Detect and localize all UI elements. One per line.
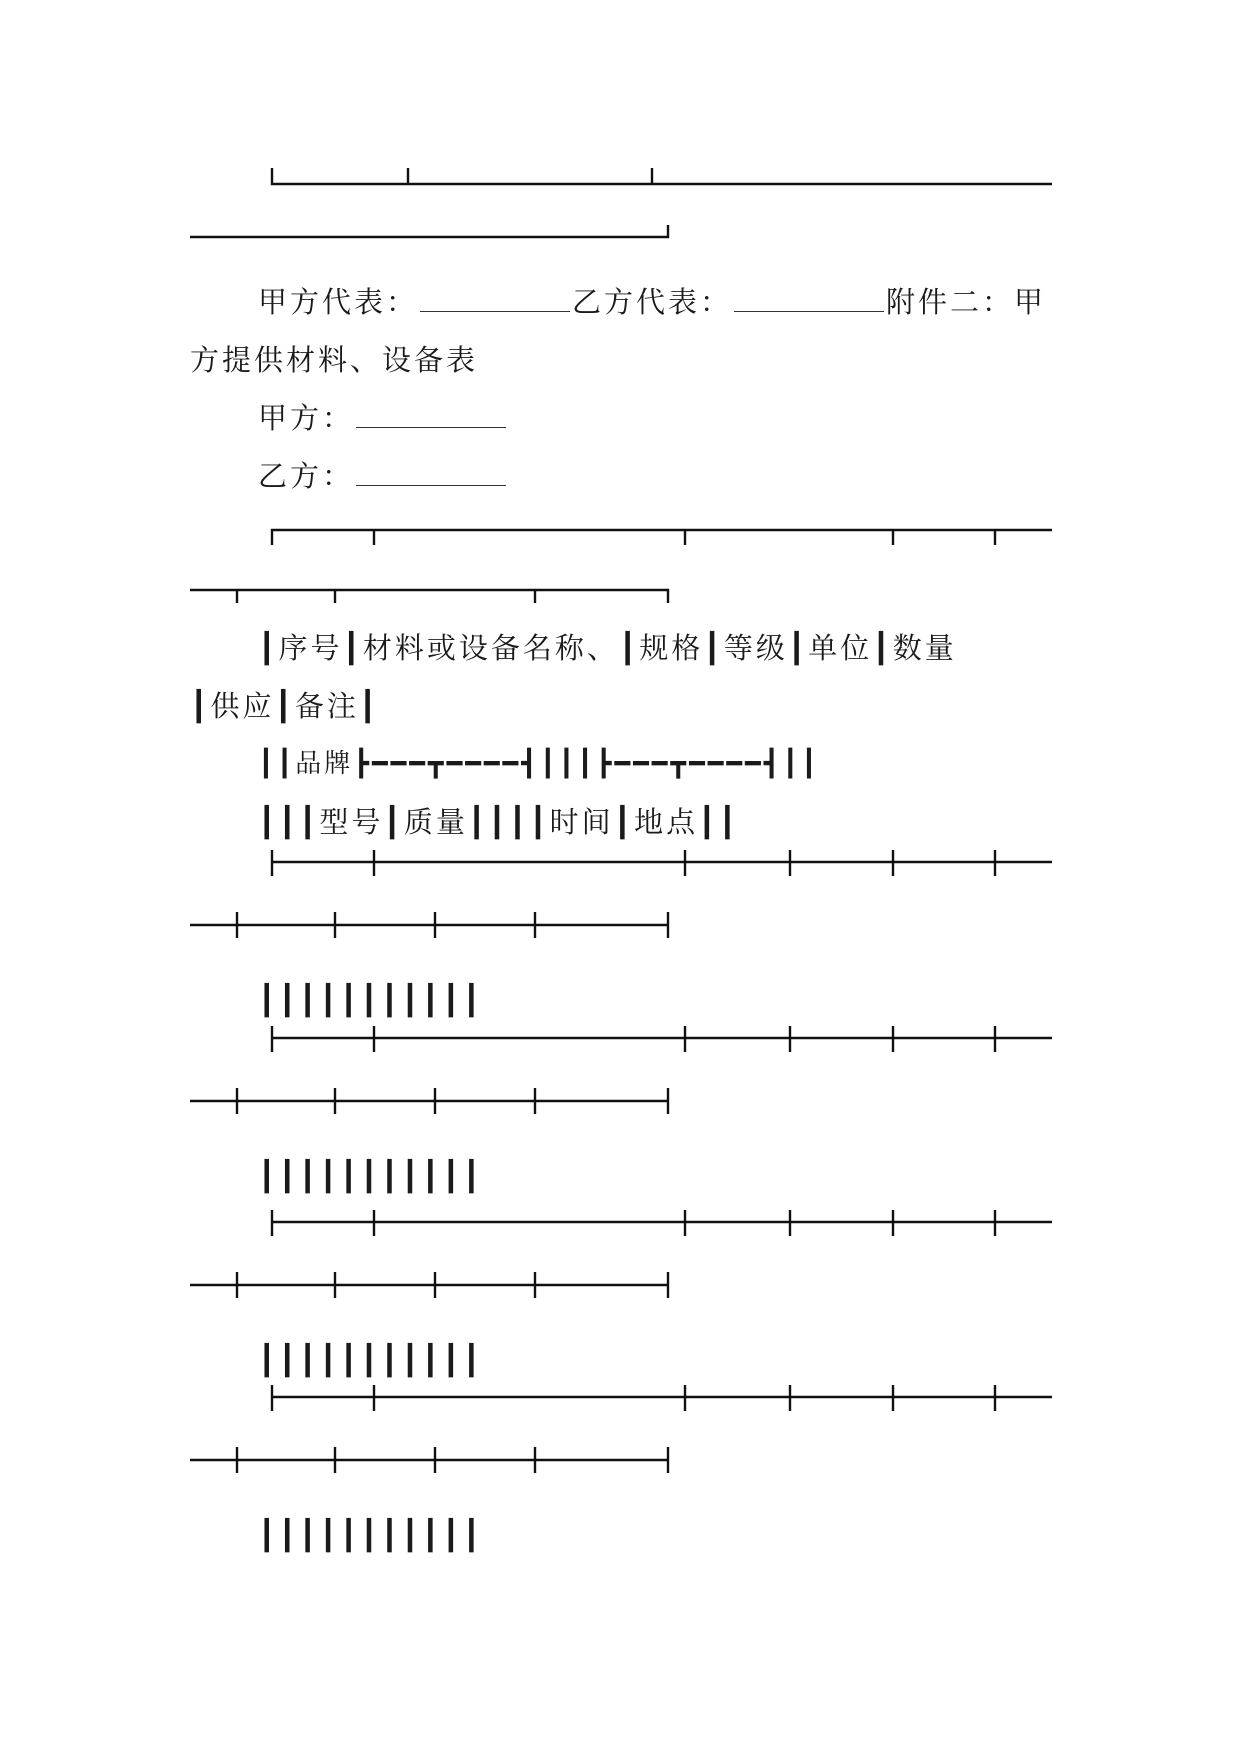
party-a-rep-label: 甲方代表：	[258, 285, 419, 319]
party-a-label: 甲方：	[258, 401, 355, 435]
table-row: ┃┃┃┃┃┃┃┃┃┃┃	[258, 983, 484, 1017]
annex-title-line	[190, 340, 478, 380]
row-separator-3	[190, 1210, 1052, 1298]
party-b-blank	[356, 461, 506, 486]
party-a-rep-blank	[420, 287, 570, 312]
party-a-blank	[356, 403, 506, 428]
table-row: ┃┃┃┃┃┃┃┃┃┃┃	[258, 1518, 484, 1552]
row-separator-1	[190, 850, 1052, 938]
party-b-rep-blank	[734, 287, 884, 312]
row-separator-2	[190, 1026, 1052, 1114]
table-header-row-1a: ┃序号┃材料或设备名称、┃规格┃等级┃单位┃数量	[258, 631, 957, 665]
representatives-line	[258, 282, 1046, 322]
table-row: ┃┃┃┃┃┃┃┃┃┃┃	[258, 1343, 484, 1377]
table-header-row-2: ┃┃品牌┣━━━┳━━━━┫┃┃┃┣━━━┳━━━━┫┃┃	[258, 749, 820, 779]
party-b-label: 乙方：	[258, 459, 355, 493]
party-a-line	[258, 398, 508, 438]
annex-title-part1: 附件二：甲	[886, 285, 1047, 319]
party-b-rep-label: 乙方代表：	[572, 285, 733, 319]
table-header-row-3: ┃┃┃型号┃质量┃┃┃┃时间┃地点┃┃	[258, 805, 740, 839]
row-separator-4	[190, 1385, 1052, 1473]
top-table-bottom-border	[190, 168, 1052, 237]
annex-title-part2: 方提供材料、设备表	[190, 343, 479, 377]
table-header-row-1b: ┃供应┃备注┃	[190, 689, 380, 723]
table-row: ┃┃┃┃┃┃┃┃┃┃┃	[258, 1159, 484, 1193]
annex-table-top-border	[190, 530, 1052, 603]
party-b-line	[258, 456, 508, 496]
